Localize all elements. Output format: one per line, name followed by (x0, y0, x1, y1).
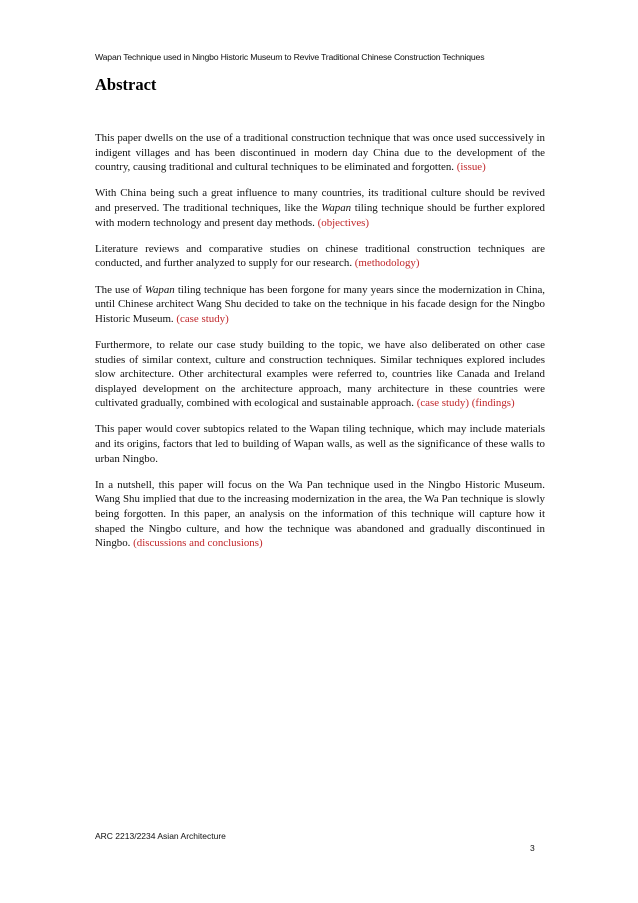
running-header: Wapan Technique used in Ningbo Historic Museum to Revive Traditional Chinese Construction Techniques (95, 52, 485, 62)
paragraph-tag: (issue) (456, 161, 486, 174)
paragraph-subtopics (95, 422, 545, 466)
paragraph-tag: (case study) (176, 312, 229, 325)
paragraph-emphasis: Wapan (321, 201, 352, 214)
abstract-body (95, 131, 545, 562)
paragraph-text: In a nutshell, this paper will focus on the Wa Pan technique used in the Ningbo Historic Museum. Wang Shu implied that due to the increasing modernization in the area, the Wa Pan technique is slowly being forgotten. In this paper, an analysis on the information of this technique will capture how it shaped the Ningbo culture, and how the technique was abandoned and gradually discontinued in Ningbo. (95, 478, 545, 550)
paragraph-conclusion (95, 478, 545, 551)
paragraph-findings (95, 338, 545, 411)
paragraph-tag: (methodology) (354, 257, 420, 270)
paragraph-text: The use of (95, 283, 142, 296)
footer-course: ARC 2213/2234 Asian Architecture (95, 831, 226, 841)
paragraph-emphasis: Wapan (144, 283, 175, 296)
paragraph-text: Furthermore, to relate our case study building to the topic, we have also deliberated on other case studies of similar context, culture and construction techniques. Similar techniques explored includes slow architecture. Other architectural examples were referred to, countries like Canada and Ireland displayed development on the architecture approach, many architecture in these countries were cultivated gradually, combined with ecological and sustainable approach. (95, 338, 545, 410)
paragraph-text: With China being such a great influence to many countries, its traditional culture should be revived and preserved. The traditional techniques, like the (95, 187, 545, 214)
paragraph-text: Literature reviews and comparative studies on chinese traditional construction techniques are conducted, and further analyzed to supply for our research. (95, 242, 545, 270)
paragraph-tag: (case study) (findings) (416, 397, 515, 410)
paragraph-tag: (discussions and conclusions) (133, 537, 263, 550)
paragraph-text: This paper dwells on the use of a traditional construction technique that was once used successively in indigent villages and has been discontinued in modern day China due to the development of the country, causing traditional and cultural techniques to be eliminated and forgotten. (95, 132, 545, 174)
section-heading: Abstract (95, 75, 157, 94)
paragraph-objectives (95, 186, 545, 230)
paragraph-tag: (objectives) (317, 216, 370, 229)
paragraph-text: tiling technique has been forgone for many years since the modernization in China, until Chinese architect Wang Shu decided to take on the technique in his facade design for the Ningbo Historic Museum. (95, 283, 545, 325)
page-number: 3 (530, 843, 535, 853)
paragraph-methodology (95, 242, 545, 271)
paragraph-text: This paper would cover subtopics related to the Wapan tiling technique, which may include materials and its origins, factors that led to building of Wapan walls, as well as the significance of these walls to urban Ningbo. (95, 423, 545, 465)
paragraph-text: tiling technique should be further explored with modern technology and present day methods. (95, 201, 545, 229)
paragraph-case-study (95, 283, 545, 327)
paragraph-issue (95, 131, 545, 175)
